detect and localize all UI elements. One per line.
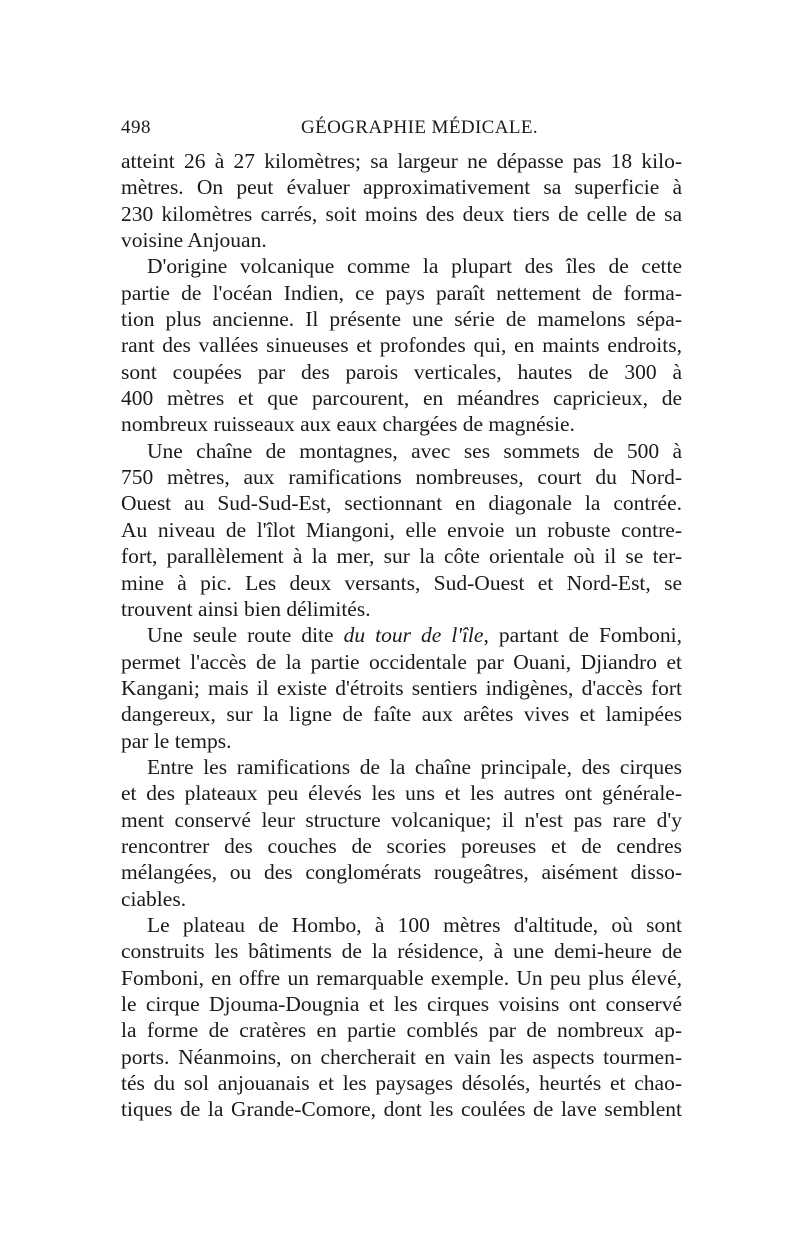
text-line: le cirque Djouma-Dougnia et les cirques voisins ont conservé [121,992,682,1016]
text-line: trouvent ainsi bien délimités. [121,596,371,621]
running-head [121,117,682,143]
text-line: la forme de cratères en partie comblés par de nombreux ap- [121,1018,682,1043]
text-line: tiques de la Grande-Comore, dont les coulées de lave semblent [121,1097,682,1122]
text-line: Le plateau de Hombo, à 100 mètres d'altitude, où sont [147,912,682,937]
text-line: sont coupées par des parois verticales, hautes de 300 à [121,359,682,384]
text-run: Une seule route dite [147,623,344,648]
body-text [121,148,682,1123]
text-line: mine à pic. Les deux versants, Sud-Ouest et Nord-Est, se [121,570,682,595]
text-line: ports. Néanmoins, on chercherait en vain les aspects tourmen- [121,1044,682,1069]
text-line: voisine Anjouan. [121,228,267,253]
text-line: rencontrer des couches de scories poreuses et de cendres [121,833,682,858]
text-line: permet l'accès de la partie occidentale par Ouani, Djiandro et [121,649,682,674]
text-line: tés du sol anjouanais et les paysages désolés, heurtés et chao- [121,1071,682,1096]
text-line: 750 mètres, aux ramifications nombreuses, court du Nord- [121,465,682,490]
paragraph-6 [121,912,682,1123]
text-line: ment conservé leur structure volcanique; il n'est pas rare d'y [121,807,682,832]
text-line: Entre les ramifications de la chaîne principale, des cirques [147,754,682,779]
text-line: Ouest au Sud-Sud-Est, sectionnant en diagonale la contrée. [121,491,682,516]
text-line: mètres. On peut évaluer approximativement sa superficie à [121,175,682,200]
text-line: 230 kilomètres carrés, soit moins des deux tiers de celle de sa [121,201,682,226]
paragraph-5 [121,754,682,912]
paragraph-4 [121,622,682,754]
text-line: Kangani; mais il existe d'étroits sentiers indigènes, d'accès fort [121,675,682,700]
paragraph-1 [121,148,682,253]
text-line: par le temps. [121,728,232,753]
text-line: fort, parallèlement à la mer, sur la côte orientale où il se ter- [121,544,682,569]
paragraph-2 [121,253,682,437]
text-line: ciables. [121,886,187,911]
text-run: , partant de Fomboni, [483,623,682,648]
running-title: GÉOGRAPHIE MÉDICALE. [301,117,539,138]
text-line: et des plateaux peu élevés les uns et les autres ont générale- [121,781,682,806]
paragraph-3 [121,438,682,622]
text-line: Fomboni, en offre un remarquable exemple. Un peu plus élevé, [121,965,682,990]
italic-phrase: du tour de l'île [343,623,484,648]
text-line: mélangées, ou des conglomérats rougeâtres, aisément disso- [121,860,682,885]
text-line: Une chaîne de montagnes, avec ses sommets de 500 à [147,438,682,463]
text-line: atteint 26 à 27 kilomètres; sa largeur ne dépasse pas 18 kilo- [121,149,682,173]
text-line: construits les bâtiments de la résidence, à une demi-heure de [121,939,682,964]
text-line [121,622,682,648]
text-line: nombreux ruisseaux aux eaux chargées de magnésie. [121,412,575,437]
text-line: tion plus ancienne. Il présente une série de mamelons sépa- [121,307,682,332]
page-number: 498 [121,117,151,138]
text-line: partie de l'océan Indien, ce pays paraît nettement de forma- [121,280,682,305]
text-line: Au niveau de l'îlot Miangoni, elle envoie un robuste contre- [121,517,682,542]
text-line: rant des vallées sinueuses et profondes qui, en maints endroits, [121,333,682,358]
text-line: D'origine volcanique comme la plupart des îles de cette [147,254,682,279]
text-line: dangereux, sur la ligne de faîte aux arêtes vives et lamipées [121,702,682,727]
text-line: 400 mètres et que parcourent, en méandres capricieux, de [121,386,682,411]
